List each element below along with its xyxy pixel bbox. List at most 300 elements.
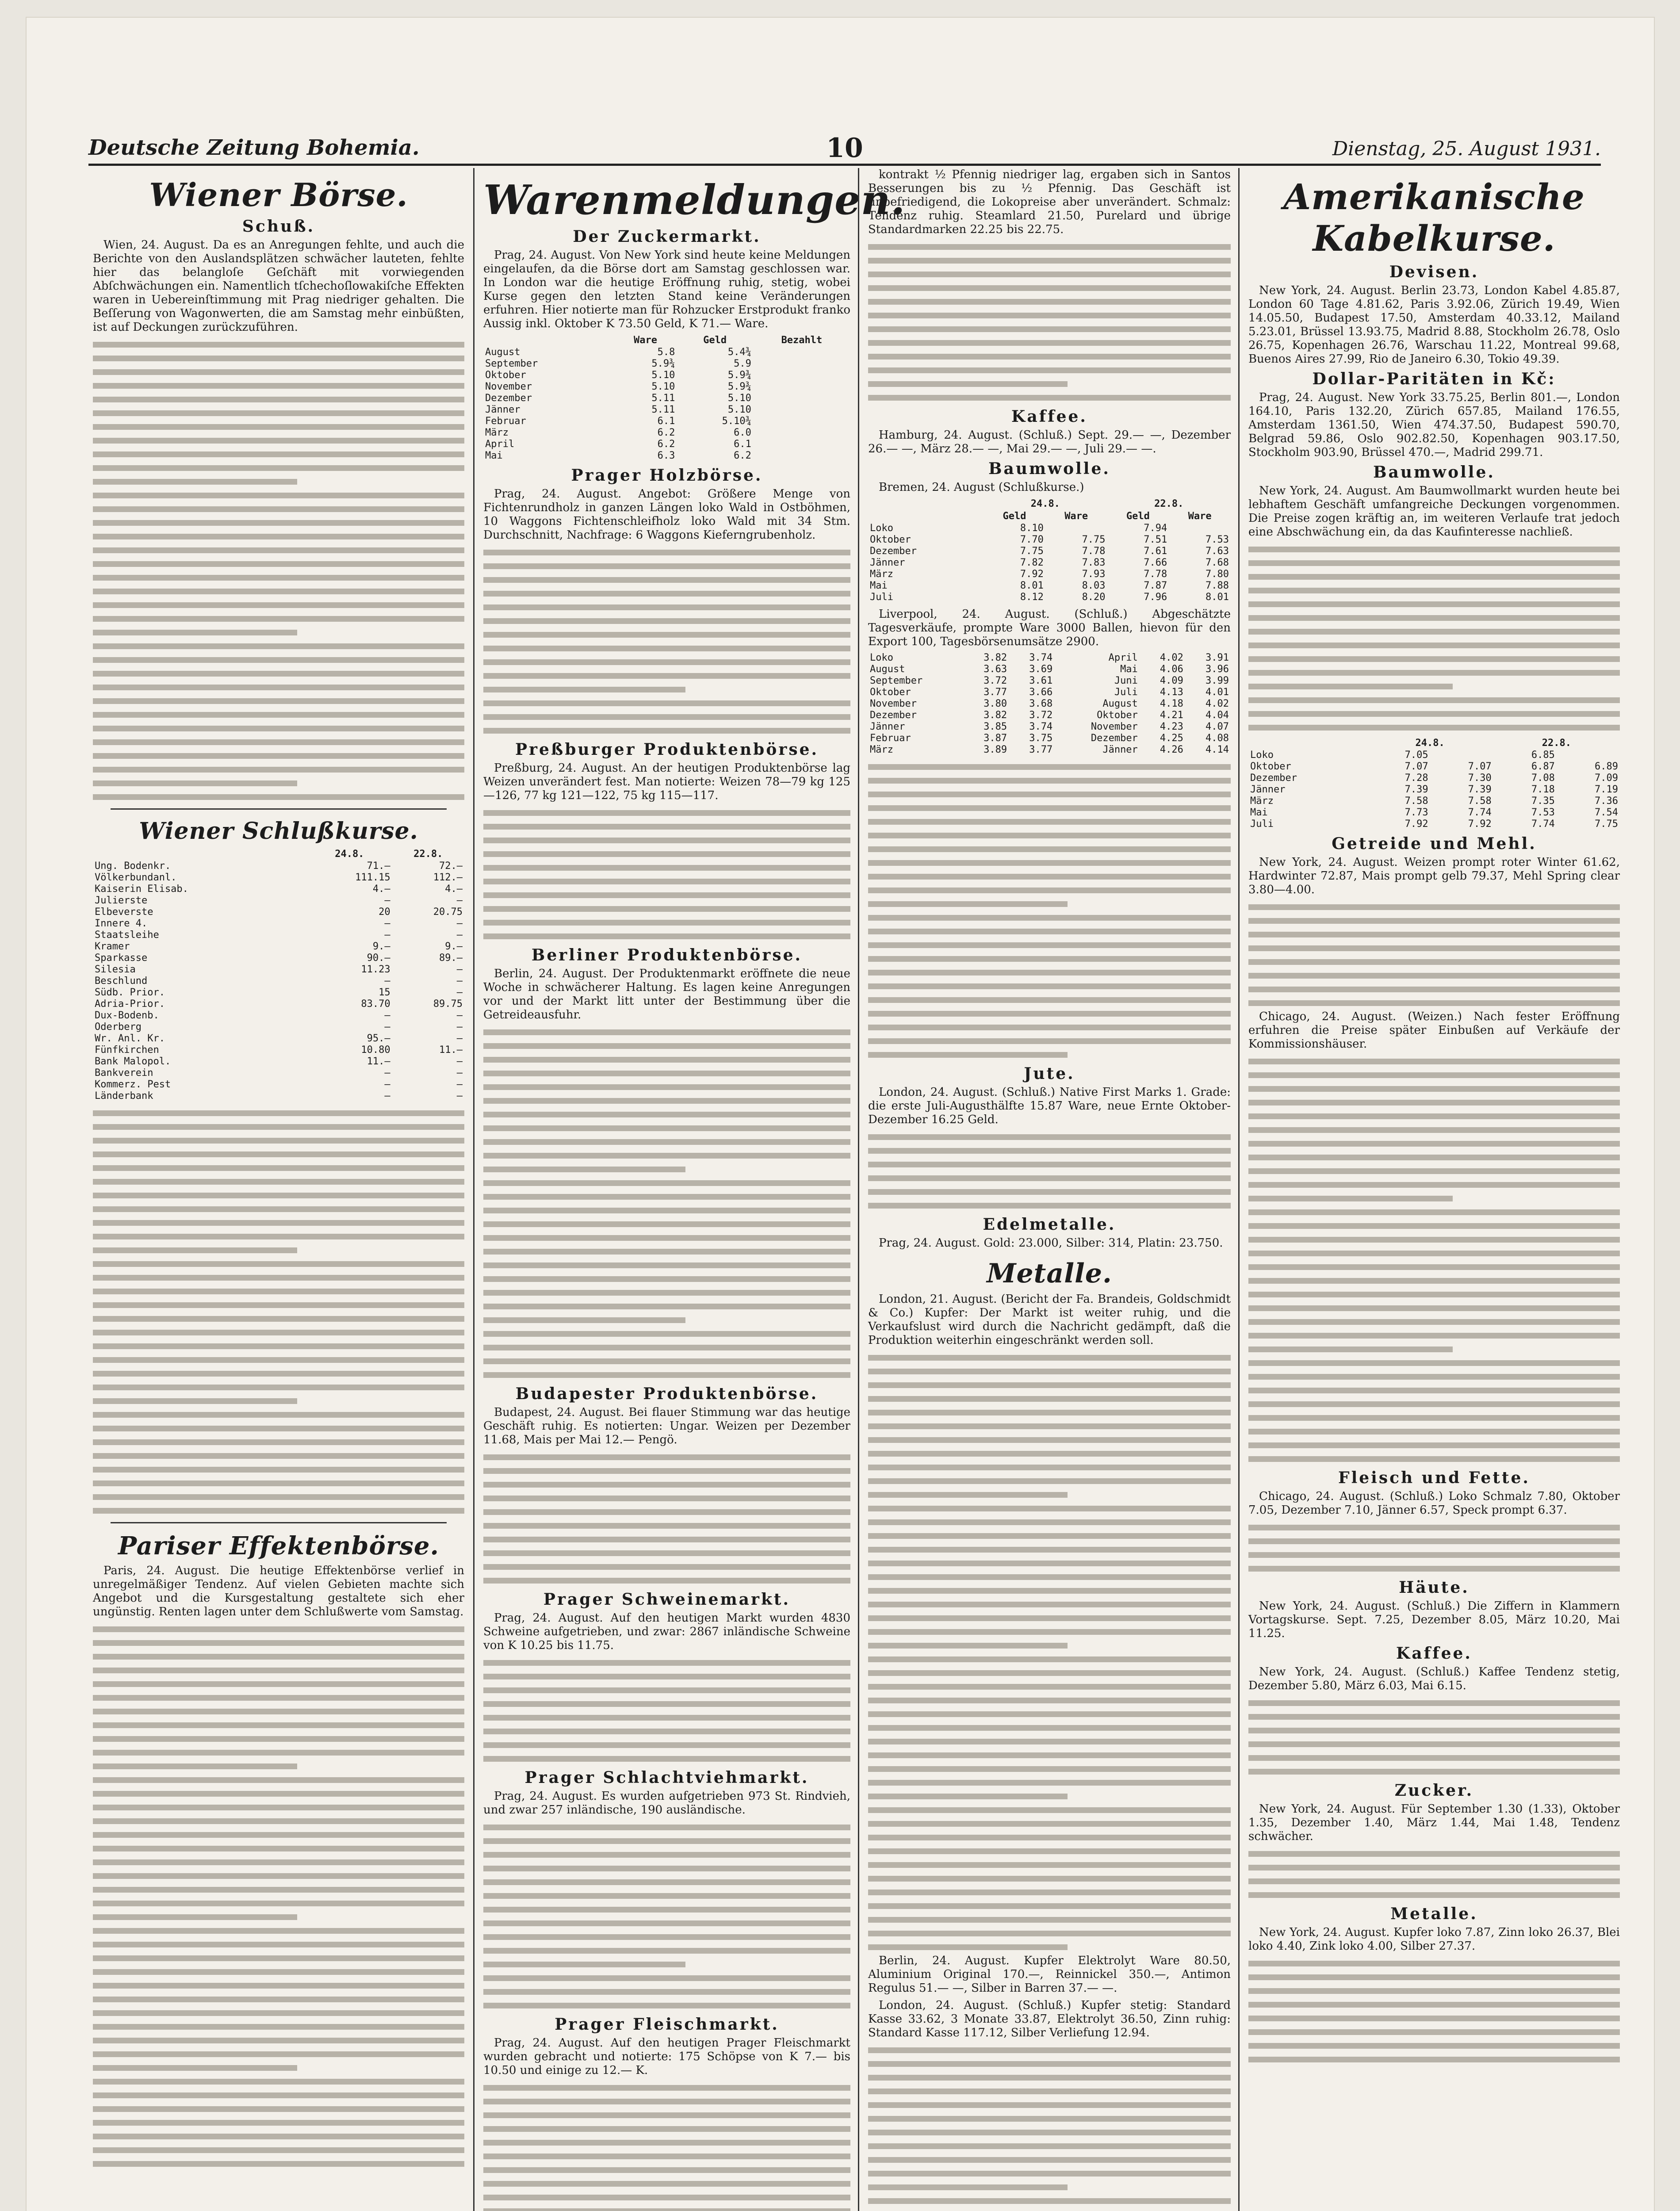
table-row xyxy=(93,964,464,975)
table-cell: 7.82 xyxy=(1020,557,1044,568)
table-cell: März xyxy=(870,744,893,755)
text-line xyxy=(868,1171,1231,1185)
text-line xyxy=(483,614,850,628)
text-line xyxy=(868,295,1231,309)
text-line xyxy=(483,1971,850,1985)
text-line xyxy=(483,806,850,820)
table-cell: — xyxy=(456,1056,463,1067)
text-line xyxy=(868,1007,1231,1021)
table-header-row xyxy=(483,334,850,347)
table-cell: Elbeverste xyxy=(95,907,153,918)
text-line xyxy=(93,598,464,612)
table-row xyxy=(868,744,1231,756)
text-line xyxy=(483,1080,850,1094)
table-cell: 4.— xyxy=(445,884,463,895)
table-cell: November xyxy=(1091,721,1138,732)
table-cell: 7.58 xyxy=(1468,796,1492,807)
text-line xyxy=(483,1053,850,1067)
text-line xyxy=(93,489,464,502)
text-line xyxy=(93,2006,464,2020)
table-cell: 7.75 xyxy=(1595,819,1618,830)
table-cell xyxy=(1045,523,1107,534)
table-row xyxy=(868,733,1231,744)
table-cell: 5.10 xyxy=(727,393,751,404)
text-line xyxy=(483,2081,850,2095)
text-line xyxy=(483,1108,850,1121)
table-cell: Juli xyxy=(870,592,893,603)
table-cell: 3.99 xyxy=(1205,675,1229,686)
table-cell: 4.02 xyxy=(1160,652,1183,663)
table-cell: Südb. Prior. xyxy=(95,987,165,998)
text-line xyxy=(93,1897,464,1910)
section-subtitle-budapester: Budapester Produktenbörse. xyxy=(515,1385,819,1403)
text-line xyxy=(868,1543,1231,1557)
text-line xyxy=(93,475,297,489)
text-line xyxy=(93,1855,464,1869)
issue-date: Dienstag, 25. August 1931. xyxy=(1332,138,1601,160)
text-line xyxy=(93,365,464,379)
table-cell: 8.12 xyxy=(1020,592,1044,603)
table-cell: Silesia xyxy=(95,964,136,975)
text-line xyxy=(483,1067,850,1080)
text-line xyxy=(1248,1957,1620,1970)
text-line xyxy=(93,2047,464,2061)
table-cell: 6.89 xyxy=(1595,761,1618,772)
text-line xyxy=(1248,1068,1620,1082)
text-line xyxy=(868,1927,1231,1940)
column-header: Geld xyxy=(1003,511,1026,522)
table-cell: 3.74 xyxy=(1029,652,1053,663)
table-cell: Oderberg xyxy=(95,1021,142,1033)
text-line xyxy=(868,2180,1068,2194)
text-line xyxy=(93,502,464,516)
text-line xyxy=(483,1259,850,1272)
text-line xyxy=(1248,1425,1620,1438)
text-line xyxy=(1248,1315,1620,1329)
text-line xyxy=(483,1533,850,1546)
table-cell: 7.53 xyxy=(1531,807,1555,818)
table-cell: 20.75 xyxy=(433,907,463,918)
text-line xyxy=(868,1034,1231,1048)
table-cell: 7.87 xyxy=(1144,580,1167,591)
table-header-row xyxy=(868,498,1231,510)
text-line xyxy=(483,1670,850,1683)
text-line xyxy=(1248,969,1620,983)
table-row xyxy=(483,381,850,393)
text-line xyxy=(868,1185,1231,1199)
text-line xyxy=(868,966,1231,979)
text-line xyxy=(1248,543,1620,556)
text-line xyxy=(868,774,1231,788)
text-line xyxy=(93,1636,464,1650)
text-line xyxy=(1248,996,1620,1010)
table-cell: 7.93 xyxy=(1082,569,1106,580)
table-row xyxy=(483,427,850,439)
table-row xyxy=(1248,819,1620,830)
table-cell: Innere 4. xyxy=(95,918,148,929)
table-row xyxy=(483,450,850,462)
text-line xyxy=(483,2136,850,2150)
text-line xyxy=(868,788,1231,801)
table-cell: 5.10 xyxy=(651,370,675,381)
text-line xyxy=(93,1161,464,1175)
text-line xyxy=(1248,1109,1620,1123)
section-subtitle-edelmetalle: Edelmetalle. xyxy=(983,1215,1116,1234)
table-cell: September xyxy=(870,675,923,686)
text-line xyxy=(868,1529,1231,1543)
text-line xyxy=(868,2098,1231,2112)
text-line xyxy=(1248,1260,1620,1274)
table-cell: 7.78 xyxy=(1082,546,1106,557)
text-line xyxy=(483,1313,685,1327)
text-line xyxy=(93,1650,464,1664)
text-line xyxy=(483,1354,850,1368)
text-line xyxy=(1248,1370,1620,1384)
table-row xyxy=(1248,773,1620,784)
text-line xyxy=(93,1965,464,1979)
table-cell: 72.— xyxy=(439,861,463,872)
table-cell: — xyxy=(456,930,463,941)
table-cell: — xyxy=(456,918,463,929)
text-line xyxy=(483,1683,850,1697)
text-line xyxy=(868,240,1231,254)
section-subtitle-baumwolle: Baumwolle. xyxy=(988,459,1110,478)
table-cell: 4.23 xyxy=(1160,721,1183,732)
table-cell: 90.— xyxy=(367,952,390,964)
text-line xyxy=(483,861,850,875)
text-line xyxy=(93,708,464,722)
newspaper-name: Deutsche Zeitung Bohemia. xyxy=(88,135,420,160)
section-subtitle-schweinemarkt: Prager Schweinemarkt. xyxy=(543,1590,791,1609)
table-cell: 89.— xyxy=(439,952,463,964)
text-line xyxy=(868,363,1231,377)
text-line xyxy=(483,2177,850,2191)
text-line xyxy=(868,1557,1231,1570)
text-line xyxy=(483,834,850,847)
text-line xyxy=(868,1913,1231,1927)
article-text: Berlin, 24. August. Kupfer Elektrolyt Ware 80.50, Aluminium Original 170.—, Reinnickel 350.—, Antimon Regulus 51.— —, Silber in Barren 37.— —. xyxy=(868,1954,1231,1995)
text-line xyxy=(93,1312,464,1326)
text-line xyxy=(483,710,850,724)
text-line xyxy=(868,993,1231,1007)
table-row xyxy=(1248,796,1620,807)
article-text: Chicago, 24. August. (Schluß.) Loko Schmalz 7.80, Oktober 7.05, Dezember 7.10, Jänner 6.57, Speck prompt 6.37. xyxy=(1248,1490,1620,1517)
text-line xyxy=(483,1176,850,1190)
text-line xyxy=(868,1461,1231,1474)
article-text: Wien, 24. August. Da es an Anregungen fehlte, und auch die Berichte von den Auslandsplätzen schwächer lauteten, fehlte hier das belangloſe Geſchäft mit vorwiegenden Abſchwächungen ein. Namentlich tſchechoſlowakiſche Effekten waren in Uebereinſtimmung mit Prag niedriger gehalten. Die Beſſerung von Wagonwerten, die am Samstag mehr einbüßten, ist auf Deckungen zurückzuführen. xyxy=(93,238,464,334)
table-cell: 3.96 xyxy=(1205,664,1229,675)
table-cell: Februar xyxy=(485,416,526,427)
section-title-kabelkurse: Amerikanische Kabelkurse. xyxy=(1283,176,1585,259)
section-title-schlusskurse: Wiener Schlußkurse. xyxy=(139,818,418,845)
text-line xyxy=(483,587,850,601)
table-cell: 6.2 xyxy=(657,439,675,450)
text-line xyxy=(483,724,850,738)
text-line xyxy=(1248,1137,1620,1151)
text-line xyxy=(93,1490,464,1504)
table-cell: 5.4¾ xyxy=(727,347,751,358)
text-line xyxy=(483,1464,850,1478)
text-line xyxy=(93,557,464,571)
table-cell: Loko xyxy=(870,652,893,663)
text-line xyxy=(1248,1164,1620,1178)
section-subtitle-devisen: Devisen. xyxy=(1389,263,1479,281)
text-line xyxy=(483,1711,850,1725)
text-line xyxy=(93,735,464,749)
text-line xyxy=(93,352,464,365)
article-filler xyxy=(483,1656,850,1766)
table-cell: 4.08 xyxy=(1205,733,1229,744)
section-subtitle-pressburger: Preßburger Produktenbörse. xyxy=(515,740,819,759)
text-line xyxy=(868,1721,1231,1735)
article-filler xyxy=(868,1130,1231,1213)
table-cell: 7.92 xyxy=(1020,569,1044,580)
table-cell: 7.92 xyxy=(1404,819,1428,830)
text-line xyxy=(1248,1847,1620,1861)
text-line xyxy=(1248,1055,1620,1068)
table-cell: — xyxy=(456,1033,463,1044)
text-line xyxy=(868,1130,1231,1144)
table-header-row xyxy=(868,510,1231,523)
table-cell: Jänner xyxy=(870,557,905,568)
text-line xyxy=(93,1801,464,1814)
text-line xyxy=(1248,570,1620,584)
text-line xyxy=(483,1025,850,1039)
text-line xyxy=(868,1433,1231,1447)
text-line xyxy=(868,1858,1231,1872)
text-line xyxy=(868,281,1231,295)
text-line xyxy=(93,2143,464,2157)
text-line xyxy=(483,1999,850,2012)
text-line xyxy=(868,1048,1068,1062)
text-line xyxy=(483,1341,850,1354)
text-line xyxy=(93,667,464,681)
table-cell: 5.10 xyxy=(727,404,751,415)
text-line xyxy=(93,1910,297,1924)
text-line xyxy=(868,952,1231,966)
text-line xyxy=(93,653,464,667)
table-row xyxy=(1248,784,1620,796)
table-cell: — xyxy=(384,1010,390,1021)
text-line xyxy=(868,1735,1231,1748)
text-line xyxy=(93,2020,464,2034)
table-row xyxy=(93,1044,464,1056)
text-line xyxy=(93,1243,297,1257)
text-line xyxy=(483,1327,850,1341)
article-filler xyxy=(93,1106,464,1518)
article-text: kontrakt ½ Pfennig niedriger lag, ergaben sich in Santos Besserungen bis zu ½ Pfennig. Das Geschäft ist unbefriedigend, die Lokopreise aber unverändert. Schmalz: Tendenz ruhig. Steamlard 21.50, Purelard und übrige Standardmarken 22.25 bis 22.75. xyxy=(868,168,1231,236)
text-line xyxy=(1248,1874,1620,1888)
text-line xyxy=(93,681,464,694)
table-cell: Beschlund xyxy=(95,975,148,987)
table-cell: — xyxy=(456,1079,463,1090)
text-line xyxy=(1248,900,1620,914)
table-row xyxy=(93,930,464,941)
section-subtitle-baumwolle: Baumwolle. xyxy=(1373,463,1495,482)
table-cell: 3.77 xyxy=(984,687,1007,698)
table-cell xyxy=(1557,750,1620,761)
table-cell: Sparkasse xyxy=(95,952,148,964)
table-cell: 4.07 xyxy=(1205,721,1229,732)
text-line xyxy=(1248,1861,1620,1874)
table-cell: 7.07 xyxy=(1468,761,1492,772)
text-line xyxy=(1248,1397,1620,1411)
table-cell: — xyxy=(384,895,390,906)
text-line xyxy=(93,1814,464,1828)
table-row xyxy=(483,358,850,370)
table-cell: 6.87 xyxy=(1531,761,1555,772)
table-row xyxy=(868,592,1231,603)
text-line xyxy=(868,1790,1068,1803)
table-row xyxy=(868,557,1231,569)
table-row xyxy=(483,370,850,381)
text-line xyxy=(483,1930,850,1944)
text-line xyxy=(93,461,464,475)
text-line xyxy=(93,2102,464,2116)
table-cell: 4.04 xyxy=(1205,710,1229,721)
table-cell: 3.87 xyxy=(984,733,1007,744)
text-line xyxy=(483,1903,850,1916)
article-text: Liverpool, 24. August. (Schluß.) Abgeschätzte Tagesverkäufe, prompte Ware 3000 Ballen, hievon für den Export 100, Tagesbörsenumsätze 2900. xyxy=(868,608,1231,648)
table-cell: 15 xyxy=(379,987,390,998)
text-line xyxy=(868,2071,1231,2085)
table-cell: 3.82 xyxy=(984,710,1007,721)
table-cell: 7.75 xyxy=(1082,534,1106,545)
table-cell: 8.01 xyxy=(1020,580,1044,591)
text-line xyxy=(93,448,464,461)
table-row xyxy=(868,710,1231,721)
text-line xyxy=(868,1844,1231,1858)
text-line xyxy=(93,571,464,585)
text-line xyxy=(868,1666,1231,1680)
table-cell: 4.09 xyxy=(1160,675,1183,686)
text-line xyxy=(483,1862,850,1875)
table-row xyxy=(868,687,1231,698)
table-cell: 5.10¾ xyxy=(722,416,751,427)
text-line xyxy=(868,1803,1231,1817)
text-line xyxy=(483,1286,850,1300)
text-line xyxy=(93,1408,464,1422)
table-row xyxy=(868,569,1231,580)
text-line xyxy=(868,1199,1231,1213)
article-text: Hamburg, 24. August. (Schluß.) Sept. 29.— —, Dezember 26.— —, März 28.— —, Mai 29.— —, Juli 29.— —. xyxy=(868,428,1231,455)
section-subtitle-metalle: Metalle. xyxy=(1390,1905,1478,1923)
text-line xyxy=(1248,1219,1620,1233)
table-cell: Fünfkirchen xyxy=(95,1044,159,1056)
text-line xyxy=(868,870,1231,884)
article-text: New York, 24. August. Weizen prompt roter Winter 61.62, Hardwinter 72.87, Mais prompt gelb 79.37, Mehl Spring clear 3.80—4.00. xyxy=(1248,856,1620,896)
text-line xyxy=(1248,2012,1620,2025)
table-cell: Mai xyxy=(1250,807,1268,818)
text-line xyxy=(483,1368,850,1382)
text-line xyxy=(868,897,1068,911)
text-line xyxy=(93,1718,464,1732)
table-cell: 8.20 xyxy=(1082,592,1106,603)
table-cell: 5.9¾ xyxy=(727,381,751,392)
section-subtitle-schlachtviehmarkt: Prager Schlachtviehmarkt. xyxy=(524,1768,809,1787)
text-line xyxy=(1248,611,1620,625)
table-row xyxy=(868,523,1231,534)
text-line xyxy=(93,1120,464,1134)
table-cell: Dezember xyxy=(870,710,917,721)
text-line xyxy=(483,1848,850,1862)
text-line xyxy=(93,1394,297,1408)
table-cell: — xyxy=(384,1079,390,1090)
text-line xyxy=(483,1985,850,1999)
column-header: Ware xyxy=(634,335,657,346)
table-cell: Jänner xyxy=(870,721,905,732)
text-line xyxy=(1248,1452,1620,1466)
text-line xyxy=(1248,1082,1620,1096)
table-row xyxy=(93,1067,464,1079)
text-line xyxy=(93,2116,464,2130)
text-line xyxy=(93,1449,464,1463)
text-line xyxy=(93,1477,464,1490)
text-line xyxy=(1248,1329,1620,1343)
text-line xyxy=(483,573,850,587)
table-cell: — xyxy=(456,895,463,906)
table-row xyxy=(93,895,464,907)
table-cell: 7.05 xyxy=(1404,750,1428,761)
table-cell: 7.09 xyxy=(1595,773,1618,784)
article-text: Bremen, 24. August (Schlußkurse.) xyxy=(879,481,1084,494)
section-title-warenmeldungen: Warenmeldungen. xyxy=(483,176,906,224)
table-cell: — xyxy=(456,1067,463,1079)
column-date: 24.8. xyxy=(1415,738,1445,749)
table-cell: 6.1 xyxy=(657,416,675,427)
text-line xyxy=(483,1725,850,1738)
article-text: Berlin, 24. August. Der Produktenmarkt eröffnete die neue Woche in schwächerer Haltung. Es lagen keine Anregungen vor und der Markt litt unter der Bestimmung über die Getreideausfuhr. xyxy=(483,967,850,1021)
text-line xyxy=(483,1135,850,1149)
text-line xyxy=(93,1148,464,1161)
table-header-row xyxy=(1248,737,1620,750)
article-text: New York, 24. August. Am Baumwollmarkt wurden heute bei lebhaftem Geschäft umfangreiche Deckungen vorgenommen. Die Preise zogen kräftig an, im weiteren Verlaufe trat jedoch eine Abschwächung ein, da das Kaufinteresse nachließ. xyxy=(1248,484,1620,539)
table-cell: 4.06 xyxy=(1160,664,1183,675)
text-line xyxy=(1248,1438,1620,1452)
table-cell: Bank Malopol. xyxy=(95,1056,171,1067)
text-line xyxy=(483,669,850,683)
table-row xyxy=(93,941,464,952)
column-date: 22.8. xyxy=(1154,498,1184,509)
table-cell: 7.66 xyxy=(1144,557,1167,568)
text-line xyxy=(868,1502,1231,1515)
text-line xyxy=(868,2085,1231,2098)
table-cell: April xyxy=(485,439,515,450)
text-line xyxy=(483,1752,850,1766)
column-date: 22.8. xyxy=(1542,738,1571,749)
table-cell: — xyxy=(456,1090,463,1102)
text-line xyxy=(483,1094,850,1108)
article-text: Preßburg, 24. August. An der heutigen Produktenbörse lag Weizen unverändert fest. Man notierte: Weizen 78—79 kg 125—126, 77 kg 121—122, 75 kg 115—117. xyxy=(483,761,850,802)
article-text: New York, 24. August. (Schluß.) Kaffee Tendenz stetig, Dezember 5.80, März 6.03, Mai 6.15. xyxy=(1248,1665,1620,1692)
text-line xyxy=(483,1944,850,1958)
text-line xyxy=(868,1707,1231,1721)
table-cell: 7.68 xyxy=(1205,557,1229,568)
text-line xyxy=(93,1504,464,1518)
text-line xyxy=(483,1272,850,1286)
table-cell: 8.03 xyxy=(1082,580,1106,591)
section-subtitle-zuckermarkt: Der Zuckermarkt. xyxy=(573,227,761,246)
text-line xyxy=(868,350,1231,363)
text-line xyxy=(483,683,685,696)
text-line xyxy=(93,1339,464,1353)
table-row xyxy=(868,721,1231,733)
table-cell: 7.51 xyxy=(1144,534,1167,545)
divider xyxy=(111,808,447,810)
text-line xyxy=(1248,1562,1620,1576)
text-line xyxy=(93,1979,464,1993)
article-filler xyxy=(483,1450,850,1587)
